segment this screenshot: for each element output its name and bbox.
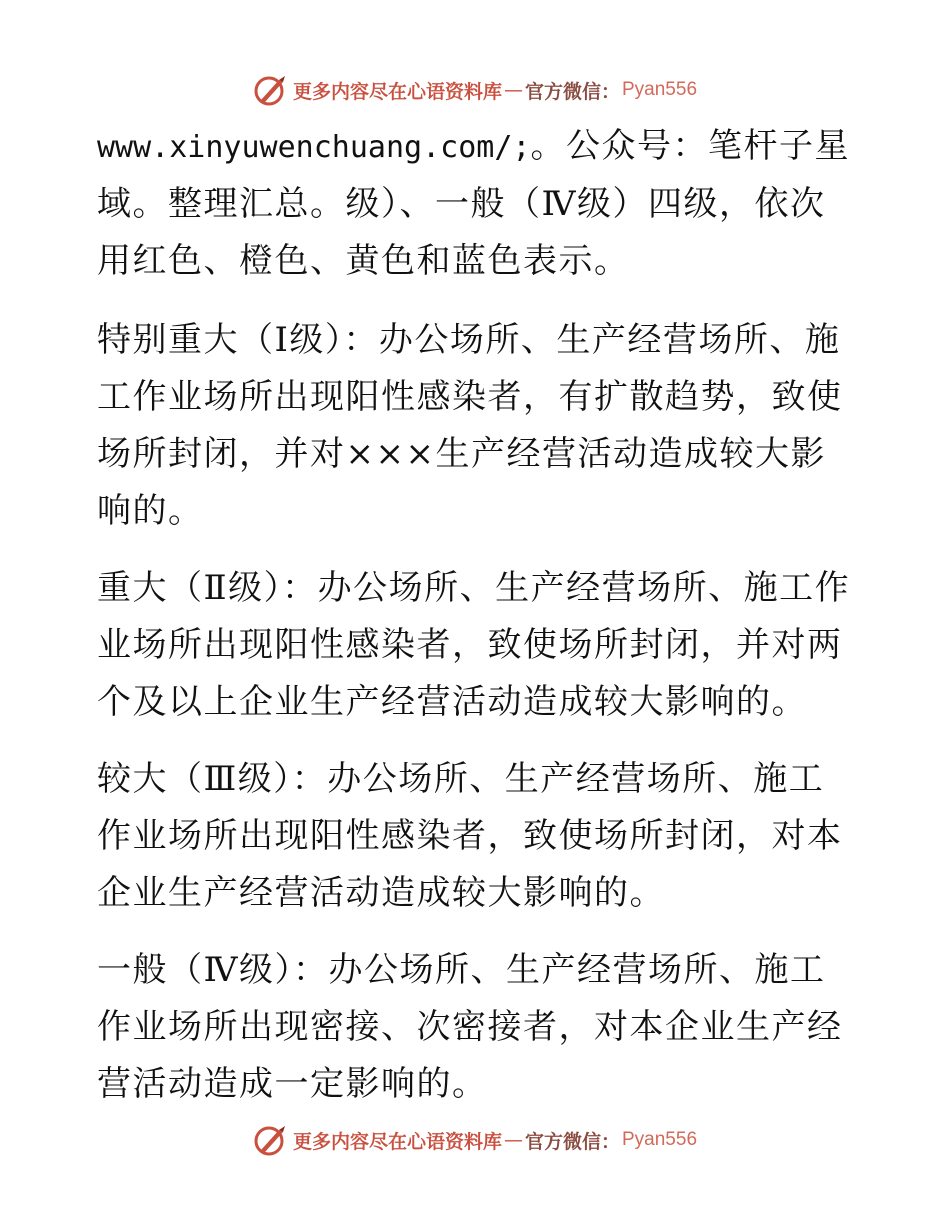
footer-watermark (0, 1120, 950, 1160)
watermark-dash: — (503, 79, 523, 101)
watermark-sub-text: 官方微信： (524, 1130, 620, 1153)
paragraph-intro (97, 118, 857, 290)
pen-logo-icon (253, 1122, 289, 1158)
watermark-id: Pyan556 (622, 1129, 698, 1150)
watermark-sub-text: 官方微信： (524, 80, 620, 103)
website-url: www.xinyuwenchuang.com/; (97, 130, 531, 165)
pen-logo-icon (253, 72, 289, 108)
watermark-main-text: 更多内容尽在心语资料库 (292, 80, 502, 103)
watermark-id: Pyan556 (622, 79, 698, 100)
paragraph-level-3: 较大（Ⅲ级）：办公场所、生产经营场所、施工作业场所出现阳性感染者，致使场所封闭，对本企业生产经营活动造成较大影响的。 (97, 759, 843, 913)
watermark-main-text: 更多内容尽在心语资料库 (292, 1130, 502, 1153)
document-body (97, 118, 857, 1133)
intro-text: 。公众号：笔杆子星域。整理汇总。级）、一般（Ⅳ级）四级，依次用红色、橙色、黄色和蓝色表示。 (97, 126, 850, 281)
header-watermark (0, 70, 950, 110)
paragraph-level-2: 重大（Ⅱ级）：办公场所、生产经营场所、施工作业场所出现阳性感染者，致使场所封闭，并对两个及以上企业生产经营活动造成较大影响的。 (97, 568, 851, 722)
watermark-dash: — (503, 1129, 523, 1151)
paragraph-level-4: 一般（Ⅳ级）：办公场所、生产经营场所、施工作业场所出现密接、次密接者，对本企业生产经营活动造成一定影响的。 (97, 950, 843, 1104)
paragraph-level-1: 特别重大（Ⅰ级）：办公场所、生产经营场所、施工作业场所出现阳性感染者，有扩散趋势，致使场所封闭，并对×××生产经营活动造成较大影响的。 (97, 320, 843, 531)
